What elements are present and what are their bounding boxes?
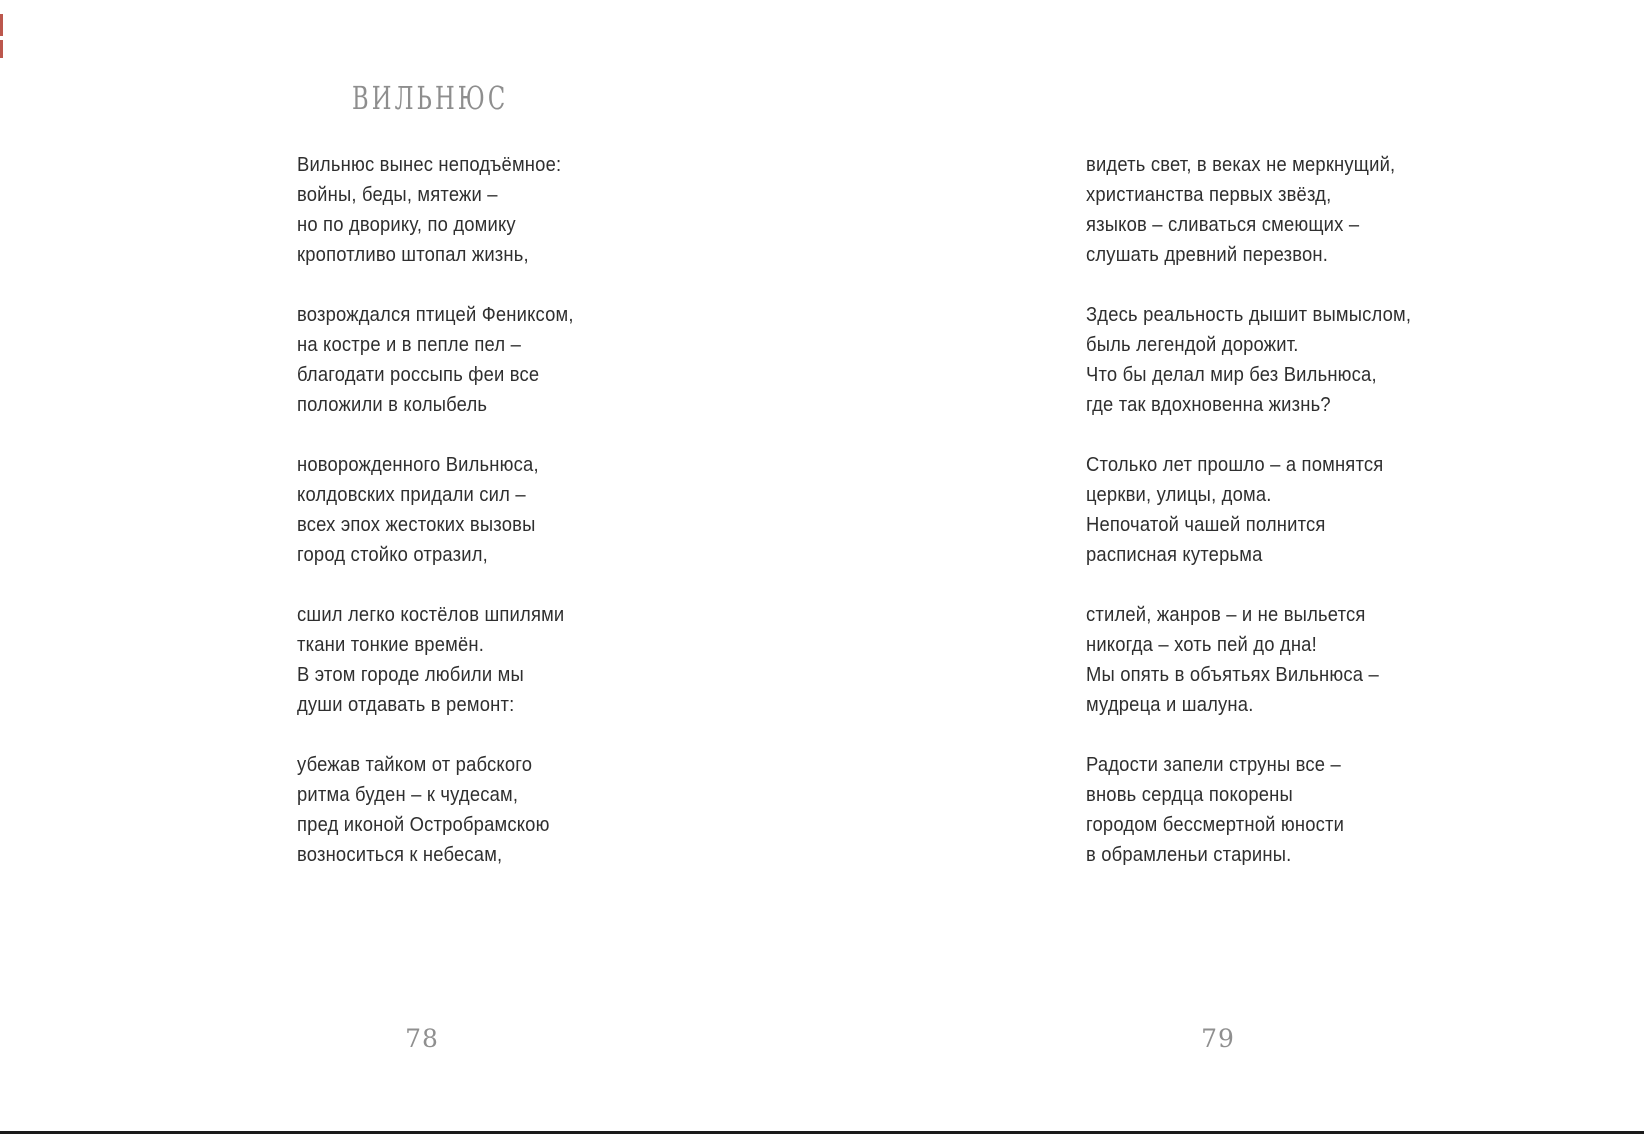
poem-line: колдовских придали сил – [297,484,526,506]
stanza [297,300,683,420]
poem-line: благодати россыпь феи все [297,364,540,386]
poem-line: ткани тонкие времён. [297,634,485,656]
stanza [1086,300,1472,420]
poem-line: Мы опять в объятьях Вильнюса – [1086,664,1379,686]
poem-line: войны, беды, мятежи – [297,184,498,206]
poem-line: христианства первых звёзд, [1086,184,1332,206]
poem-line: город стойко отразил, [297,544,488,566]
poem-line: пред иконой Остробрамскою [297,814,550,836]
poem-line: видеть свет, в веках не меркнущий, [1086,154,1396,176]
page-number-right: 79 [1201,1024,1235,1053]
poem-line: стилей, жанров – и не выльется [1086,604,1366,626]
poem-line: Вильнюс вынес неподъёмное: [297,154,562,176]
poem-line: новорожденного Вильнюса, [297,454,539,476]
poem-line: положили в колыбель [297,394,488,416]
poem-line: языков – сливаться смеющих – [1086,214,1360,236]
poem-line: души отдавать в ремонт: [297,694,515,716]
poem-line: возрождался птицей Фениксом, [297,304,574,326]
poem-line: мудреца и шалуна. [1086,694,1254,716]
poem-line: слушать древний перезвон. [1086,244,1329,266]
poem-column-right [1086,150,1472,900]
poem-line: кропотливо штопал жизнь, [297,244,529,266]
poem-line: на костре и в пепле пел – [297,334,521,356]
poem-line: Столько лет прошло – а помнятся [1086,454,1384,476]
poem-line: Радости запели струны все – [1086,754,1341,776]
poem-line: но по дворику, по домику [297,214,516,236]
poem-title: ВИЛЬНЮС [352,80,509,117]
stanza [1086,450,1472,570]
poem-line: церкви, улицы, дома. [1086,484,1272,506]
poem-line: убежав тайком от рабского [297,754,533,776]
poem-line: всех эпох жестоких вызовы [297,514,536,536]
poem-line: вновь сердца покорены [1086,784,1293,806]
stanza [297,600,683,720]
poem-line: В этом городе любили мы [297,664,524,686]
stanza [1086,600,1472,720]
stanza [297,450,683,570]
poem-line: городом бессмертной юности [1086,814,1345,836]
poem-line: никогда – хоть пей до дна! [1086,634,1317,656]
stanza [1086,750,1472,870]
poem-line: в обрамленьи старины. [1086,844,1292,866]
scan-edge-mark [0,14,3,36]
poem-line: Что бы делал мир без Вильнюса, [1086,364,1377,386]
poem-line: ритма буден – к чудесам, [297,784,519,806]
poem-line: Непочатой чашей полнится [1086,514,1326,536]
poem-line: Здесь реальность дышит вымыслом, [1086,304,1412,326]
poem-line: быль легендой дорожит. [1086,334,1299,356]
scan-edge-mark [0,40,3,58]
poem-line: возноситься к небесам, [297,844,503,866]
poem-column-left [297,150,683,900]
stanza [297,750,683,870]
stanza [297,150,683,270]
poem-line: где так вдохновенна жизнь? [1086,394,1331,416]
poem-line: сшил легко костёлов шпилями [297,604,565,626]
page-number-left: 78 [405,1024,439,1053]
stanza [1086,150,1472,270]
poem-line: расписная кутерьма [1086,544,1263,566]
